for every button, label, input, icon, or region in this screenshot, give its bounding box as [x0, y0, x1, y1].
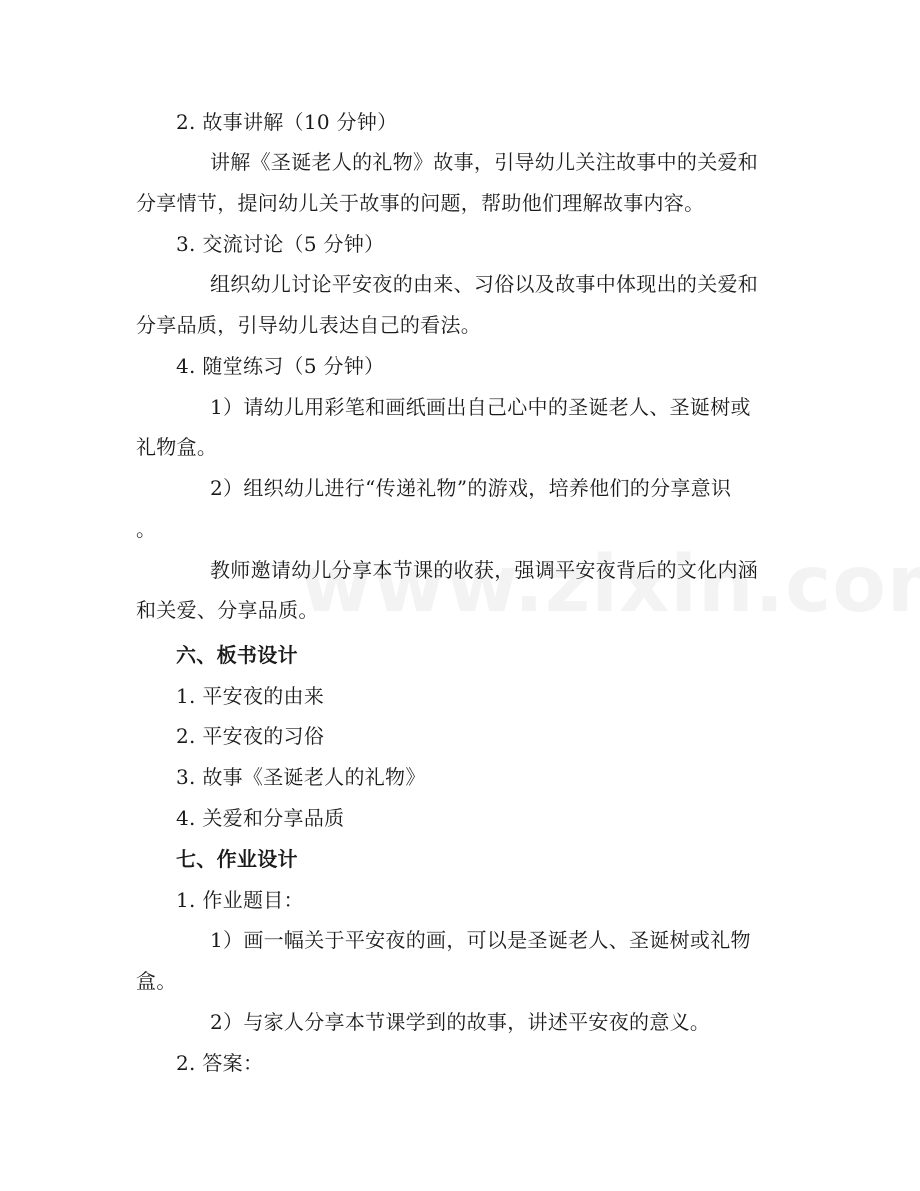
paragraph-line: 讲解《圣诞老人的礼物》故事，引导幼儿关注故事中的关爱和 — [210, 150, 759, 174]
list-item-discussion: 3. 交流讨论（5 分钟） — [176, 232, 385, 256]
list-item: 4. 关爱和分享品质 — [176, 806, 345, 830]
paragraph-line: 分享品质，引导幼儿表达自己的看法。 — [136, 313, 482, 337]
list-item-practice: 4. 随堂练习（5 分钟） — [176, 354, 385, 378]
paragraph-line: 1）请幼儿用彩笔和画纸画出自己心中的圣诞老人、圣诞树或 — [210, 395, 751, 419]
list-item: 2. 平安夜的习俗 — [176, 724, 325, 748]
section-heading-homework-design: 七、作业设计 — [176, 847, 298, 871]
paragraph-line: 2）与家人分享本节课学到的故事，讲述平安夜的意义。 — [210, 1010, 711, 1034]
paragraph-line: 分享情节，提问幼儿关于故事的问题，帮助他们理解故事内容。 — [136, 191, 705, 215]
list-item-story-explanation: 2. 故事讲解（10 分钟） — [176, 110, 398, 134]
paragraph-line: 礼物盒。 — [136, 435, 218, 459]
paragraph-line: 1）画一幅关于平安夜的画，可以是圣诞老人、圣诞树或礼物 — [210, 928, 751, 952]
paragraph-line: 盒。 — [136, 969, 177, 993]
paragraph-line: 2）组织幼儿进行“传递礼物”的游戏，培养他们的分享意识 — [210, 476, 732, 500]
section-heading-blackboard-design: 六、板书设计 — [176, 643, 298, 667]
paragraph-line: 。 — [136, 517, 157, 541]
watermark — [300, 540, 920, 630]
list-item: 3. 故事《圣诞老人的礼物》 — [176, 765, 426, 789]
paragraph-line: 教师邀请幼儿分享本节课的收获，强调平安夜背后的文化内涵 — [210, 558, 759, 582]
paragraph-line: 组织幼儿讨论平安夜的由来、习俗以及故事中体现出的关爱和 — [210, 272, 759, 296]
list-item-answer: 2. 答案： — [176, 1051, 264, 1075]
paragraph-line: 和关爱、分享品质。 — [136, 598, 319, 622]
list-item-homework-topic: 1. 作业题目： — [176, 888, 304, 912]
list-item: 1. 平安夜的由来 — [176, 684, 325, 708]
